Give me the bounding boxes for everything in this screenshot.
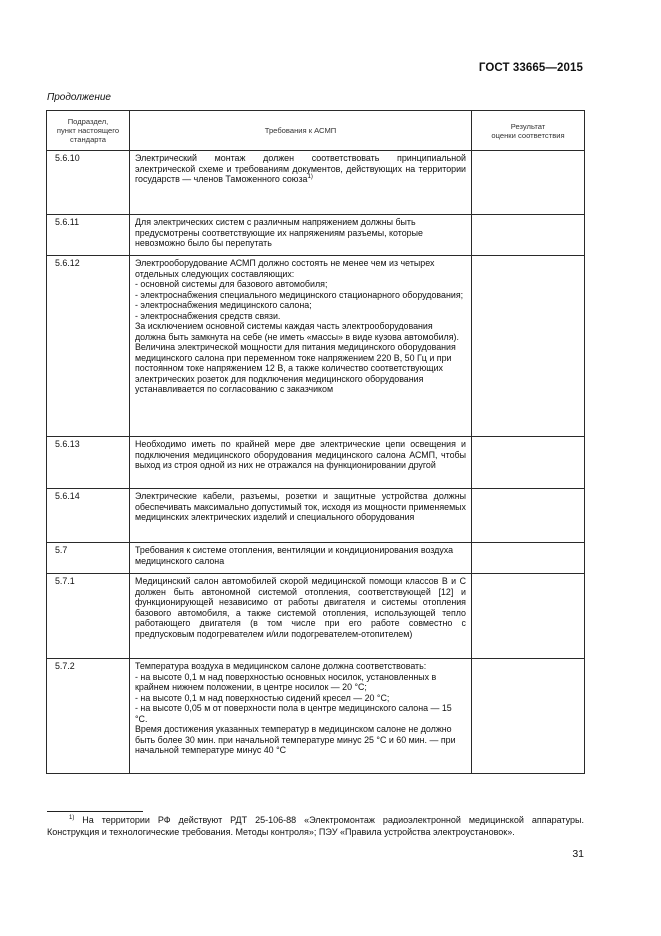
table-row xyxy=(47,574,585,659)
continuation-label: Продолжение xyxy=(47,92,111,103)
row-requirement: Электрические кабели, разъемы, розетки и защитные устройства должны обеспечивать максимально допустимый ток, исходя из мощности применяемых медицинских электрических изделий и специального оборудования xyxy=(130,489,472,543)
requirement-text: Электрический монтаж должен соответствовать принципиальной электрической схеме и требованиям документов, действующих на территории государств — членов Таможенного союза xyxy=(135,153,466,184)
footnote-marker: 1) xyxy=(69,815,75,821)
table-row xyxy=(47,256,585,437)
row-requirement: Для электрических систем с различным напряжением должны быть предусмотрены соответствующие их напряжениям разъемы, которые невозможно было бы перепутать xyxy=(130,215,472,256)
footnote-separator xyxy=(47,811,143,812)
row-result xyxy=(472,574,585,659)
row-result xyxy=(472,437,585,489)
table-row xyxy=(47,437,585,489)
page-number: 31 xyxy=(572,848,584,860)
row-code: 5.7.2 xyxy=(47,659,130,774)
row-code: 5.6.12 xyxy=(47,256,130,437)
row-requirement: Необходимо иметь по крайней мере две электрические цепи освещения и подключения медицинского оборудования медицинского салона АСМП, чтобы выход из строя одной из них не отражался на функционировании другой xyxy=(130,437,472,489)
row-result xyxy=(472,659,585,774)
requirements-table xyxy=(46,110,585,774)
row-result xyxy=(472,256,585,437)
table-header-row xyxy=(47,111,585,151)
row-code: 5.6.10 xyxy=(47,151,130,215)
table-row xyxy=(47,543,585,574)
row-requirement: Требования к системе отопления, вентиляции и кондиционирования воздуха медицинского салона xyxy=(130,543,472,574)
row-requirement: Температура воздуха в медицинском салоне должна соответствовать: - на высоте 0,1 м над поверхностью основных носилок, установленных в крайнем нижнем положении, в центре носилок — 20 °С; - на высоте 0,1 м над поверхностью сидений кресел — 20 °С; - на высоте 0,05 м от поверхности пола в центре медицинского салона — 15 °С. Время достижения указанных температур в медицинском салоне не должно быть более 30 мин. при начальной температуре минус 25 °С и 60 мин. — при начальной температуре минус 40 °С xyxy=(130,659,472,774)
row-code: 5.6.14 xyxy=(47,489,130,543)
table-row xyxy=(47,215,585,256)
table-row xyxy=(47,659,585,774)
column-header-result: Результат оценки соответствия xyxy=(472,111,585,151)
row-code: 5.6.13 xyxy=(47,437,130,489)
row-requirement xyxy=(130,151,472,215)
row-result xyxy=(472,543,585,574)
row-requirement: Медицинский салон автомобилей скорой медицинской помощи классов В и С должен быть автономной системой отопления, соответствующей [12] и функционирующей независимо от работы двигателя и системы отопления базового автомобиля, а также системой отопления, использующей тепло работающего двигателя (в том числе при его работе совместно с предпусковым подогревателем и/или подогревателем-отопителем) xyxy=(130,574,472,659)
table-row xyxy=(47,489,585,543)
column-header-requirements: Требования к АСМП xyxy=(130,111,472,151)
row-result xyxy=(472,151,585,215)
table-row xyxy=(47,151,585,215)
row-result xyxy=(472,489,585,543)
footnote-ref: 1) xyxy=(307,174,313,181)
row-code: 5.6.11 xyxy=(47,215,130,256)
row-requirement: Электрооборудование АСМП должно состоять не менее чем из четырех отдельных следующих составляющих: - основной системы для базового автомобиля; - электроснабжения специального медицинского стационарного оборудования; - электроснабжения медицинского салона; - электроснабжения средств связи. За исключением основной системы каждая часть электрооборудования должна быть замкнута на себе (не иметь «массы» в виде кузова автомобиля). Величина электрической мощности для питания медицинского оборудования медицинского салона при переменном токе напряжением 220 В, 50 Гц и при постоянном токе напряжением 12 В, а также количество соответствующих электрических розеток для подключения медицинского оборудования устанавливается по согласованию с заказчиком xyxy=(130,256,472,437)
row-code: 5.7 xyxy=(47,543,130,574)
row-code: 5.7.1 xyxy=(47,574,130,659)
footnote xyxy=(47,815,584,838)
footnote-text: На территории РФ действуют РДТ 25-106-88 «Электромонтаж радиоэлектронной медицинской аппаратуры. Конструкция и технологические требования. Методы контроля»; ПЭУ «Правила устройства электроустановок». xyxy=(47,815,584,837)
row-result xyxy=(472,215,585,256)
standard-number: ГОСТ 33665—2015 xyxy=(478,62,583,74)
column-header-section: Подраздел, пункт настоящего стандарта xyxy=(47,111,130,151)
